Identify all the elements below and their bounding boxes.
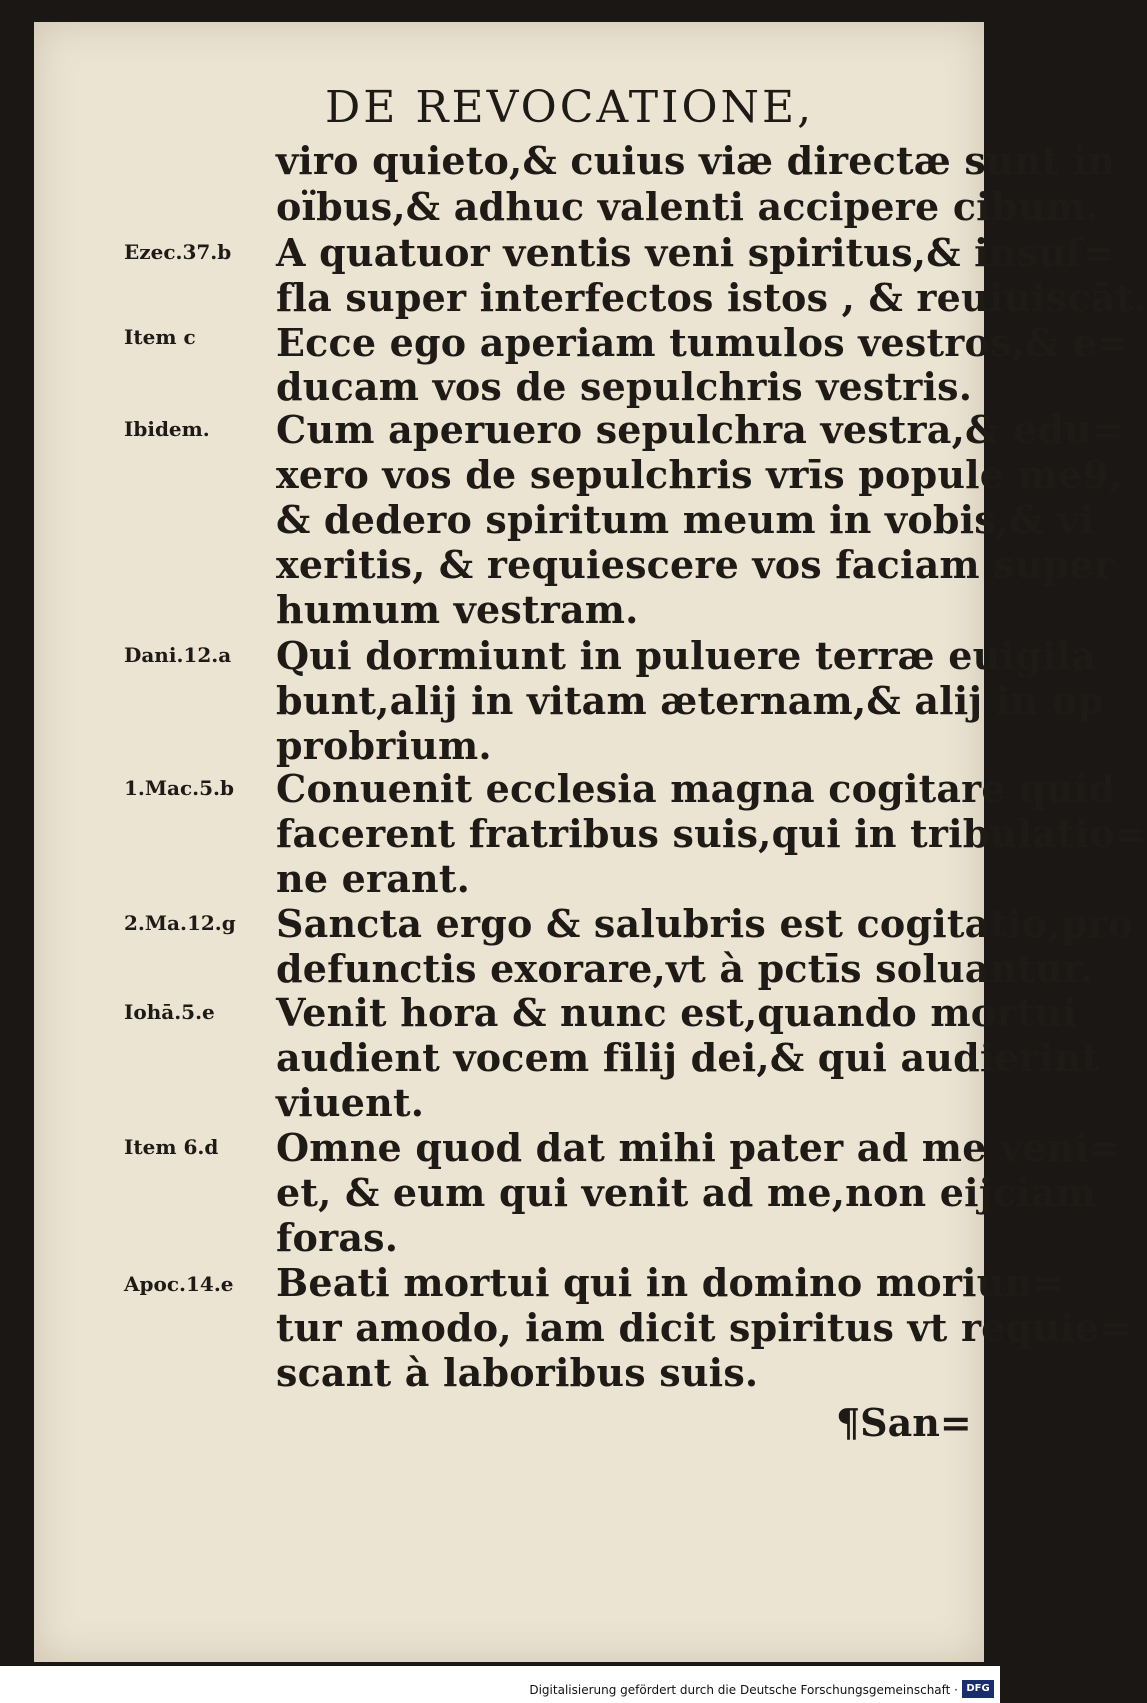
marginal-note: Ibidem. xyxy=(124,417,210,441)
catchword: ¶San= xyxy=(836,1400,972,1445)
text-line: viro quieto,& cuius viæ directæ sunt in xyxy=(276,138,1116,183)
marginal-note: Apoc.14.e xyxy=(124,1272,234,1296)
text-line: et, & eum qui venit ad me,non eijciam xyxy=(276,1170,1096,1215)
text-line: Qui dormiunt in puluere terræ euigila xyxy=(276,633,1096,678)
marginal-note: Item c xyxy=(124,325,196,349)
text-line: defunctis exorare,vt à pctīs soluantur. xyxy=(276,946,1094,991)
marginal-note: 1.Mac.5.b xyxy=(124,776,234,800)
text-line: oïbus,& adhuc valenti accipere cibum. xyxy=(276,184,1100,229)
text-line: xeritis, & requiescere vos faciam super xyxy=(276,542,1115,587)
text-line: A quatuor ventis veni spiritus,& insuf= xyxy=(276,230,1115,275)
text-line: Omne quod dat mihi pater ad me veni= xyxy=(276,1125,1122,1170)
running-head: DE REVOCATIONE, xyxy=(325,82,815,133)
text-line: Cum aperuero sepulchra vestra,& edu= xyxy=(276,407,1124,452)
text-line: scant à laboribus suis. xyxy=(276,1350,759,1395)
marginal-note: Item 6.d xyxy=(124,1135,219,1159)
text-line: Sancta ergo & salubris est cogitatio,pro xyxy=(276,901,1134,946)
digitization-credit: Digitalisierung gefördert durch die Deutsche Forschungsgemeinschaft · xyxy=(529,1683,958,1697)
text-line: ne erant. xyxy=(276,856,471,901)
text-line: humum vestram. xyxy=(276,587,639,632)
marginal-note: Ezec.37.b xyxy=(124,240,232,264)
text-line: tur amodo, iam dicit spiritus vt requie= xyxy=(276,1305,1132,1350)
text-line: foras. xyxy=(276,1215,399,1260)
dfg-logo: DFG xyxy=(962,1680,994,1698)
marginal-note: Iohā.5.e xyxy=(124,1000,215,1024)
text-line: bunt,alij in vitam æternam,& alij in op xyxy=(276,678,1105,723)
text-line: Conuenit ecclesia magna cogitare quid xyxy=(276,766,1116,811)
text-line: fla super interfectos istos , & reuiuiscāt. xyxy=(276,275,1147,320)
text-line: xero vos de sepulchris vrīs popule me9, xyxy=(276,452,1123,497)
text-line: Beati mortui qui in domino moriun= xyxy=(276,1260,1065,1305)
marginal-note: Dani.12.a xyxy=(124,643,232,667)
text-line: Ecce ego aperiam tumulos vestros,& e= xyxy=(276,320,1130,365)
text-line: ducam vos de sepulchris vestris. xyxy=(276,364,973,409)
marginal-note: 2.Ma.12.g xyxy=(124,911,236,935)
text-line: Venit hora & nunc est,quando mortui xyxy=(276,990,1077,1035)
text-line: & dedero spiritum meum in vobis,& vi xyxy=(276,497,1095,542)
text-line: probrium. xyxy=(276,723,492,768)
text-line: facerent fratribus suis,qui in tribulatio= xyxy=(276,811,1147,856)
text-line: audient vocem filij dei,& qui audierint xyxy=(276,1035,1100,1080)
text-line: viuent. xyxy=(276,1080,425,1125)
